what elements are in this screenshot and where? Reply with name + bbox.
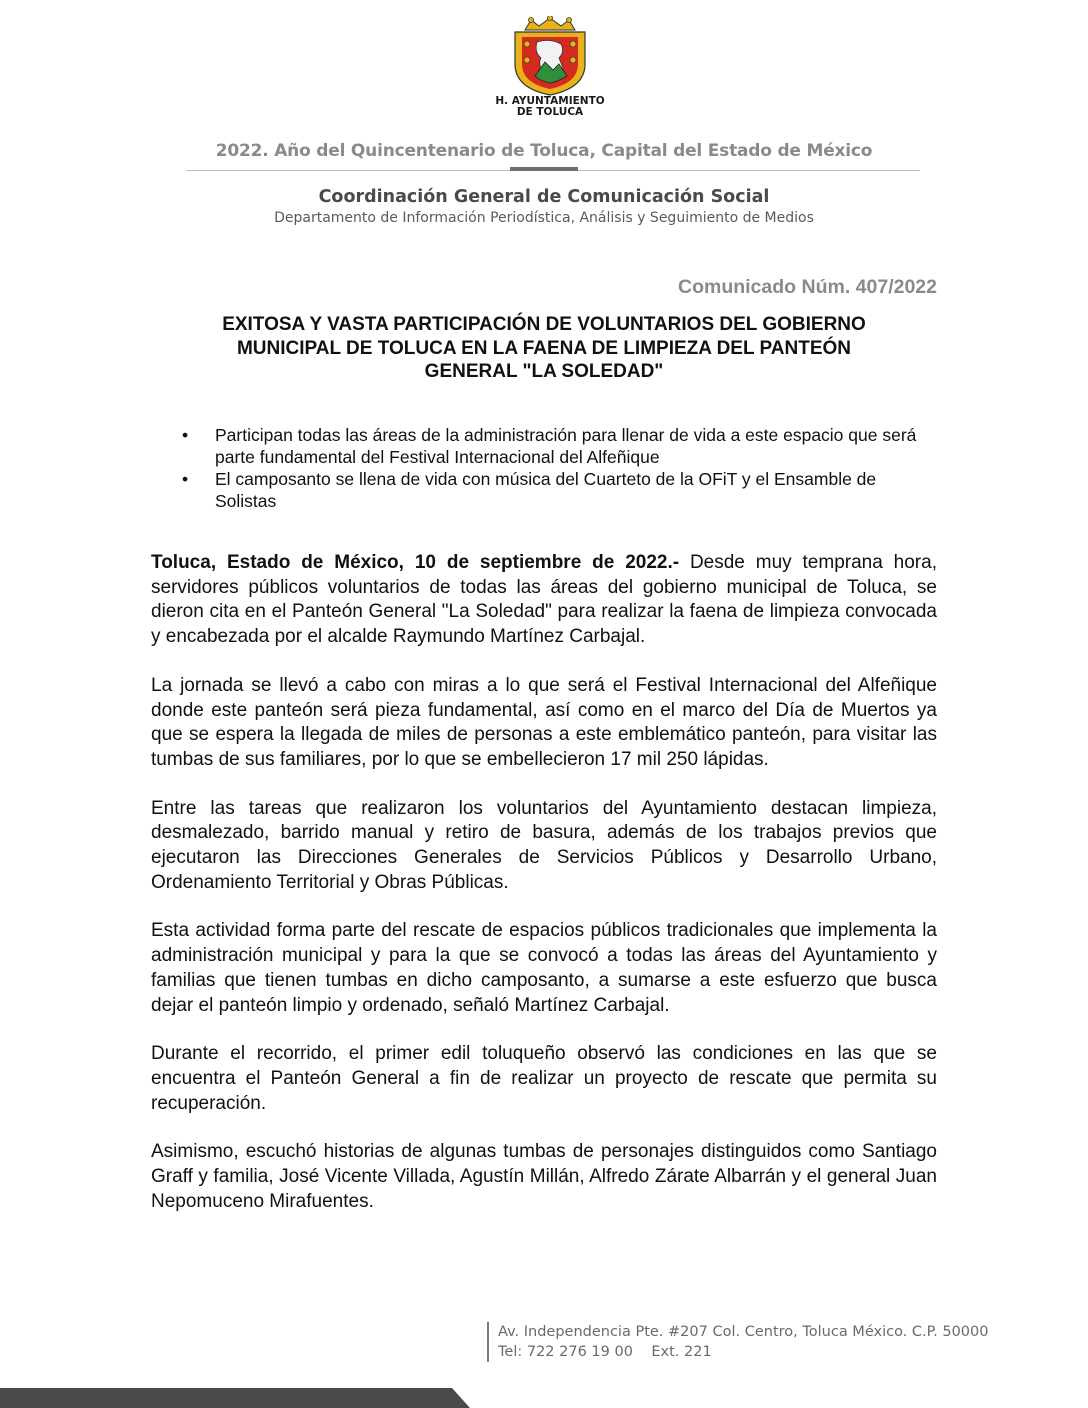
- motto-banner: 2022. Año del Quincentenario de Toluca, Capital del Estado de México: [215, 141, 873, 161]
- footer-phone: Tel: 722 276 19 00 Ext. 221: [498, 1344, 712, 1360]
- bullet-dot-icon: •: [182, 425, 189, 445]
- article-body: [151, 551, 937, 1238]
- headline-line: MUNICIPAL DE TOLUCA EN LA FAENA DE LIMPIEZA DEL PANTEÓN: [236, 337, 851, 359]
- dateline: Toluca, Estado de México, 10 de septiembre de 2022.-: [151, 552, 680, 573]
- logo-caption: [495, 96, 605, 118]
- bullet-item: [182, 468, 942, 512]
- release-number: Comunicado Núm. 407/2022: [677, 276, 937, 298]
- header-divider-accent: [510, 167, 578, 171]
- footer-address: Av. Independencia Pte. #207 Col. Centro, Toluca México. C.P. 50000: [498, 1324, 989, 1340]
- logo-caption-line2: DE TOLUCA: [516, 106, 584, 118]
- article-paragraph: Esta actividad forma parte del rescate de espacios públicos tradicionales que implementa la administración municipal y para la que se convocó a todas las áreas del Ayuntamiento y familias que tienen tumbas en dicho camposanto, a sumarse a este esfuerzo que busca dejar el panteón limpio y ordenado, señaló Martínez Carbajal.: [151, 920, 937, 1016]
- bullet-dot-icon: •: [182, 469, 189, 489]
- press-headline: [160, 313, 928, 384]
- bullet-item: [182, 424, 942, 468]
- department-subtitle: Departamento de Información Periodística, Análisis y Seguimiento de Medios: [274, 210, 814, 226]
- article-paragraph: La jornada se llevó a cabo con miras a lo que será el Festival Internacional del Alfeñique donde este panteón será pieza fundamental, así como en el marco del Día de Muertos ya que se espera la llegada de miles de personas a este emblemático panteón, para visitar las tumbas de sus familiares, por lo que se embellecieron 17 mil 250 lápidas.: [151, 674, 937, 770]
- shield-emblem-icon: [507, 16, 593, 96]
- bullet-text: El camposanto se llena de vida con música del Cuarteto de la OFiT y el Ensamble de Solistas: [215, 469, 877, 511]
- article-paragraph: Durante el recorrido, el primer edil toluqueño observó las condiciones en las que se encuentra el Panteón General a fin de realizar un proyecto de rescate que permita su recuperación.: [151, 1043, 937, 1114]
- article-paragraph: Asimismo, escuchó historias de algunas tumbas de personajes distinguidos como Santiago Graff y familia, José Vicente Villada, Agustín Millán, Alfredo Zárate Albarrán y el general Juan Nepomuceno Mirafuentes.: [151, 1141, 937, 1212]
- headline-line: GENERAL "LA SOLEDAD": [424, 361, 664, 382]
- logo-caption-line1: H. AYUNTAMIENTO: [495, 95, 605, 107]
- toluca-logo: [495, 16, 605, 120]
- footer-contact: [498, 1322, 988, 1362]
- paragraph-text: Desde muy temprana hora, servidores públicos voluntarios de todas las áreas del gobierno municipal de Toluca, se dieron cita en el Panteón General "La Soledad" para realizar la faena de limpieza convocada y encabezada por el alcalde Raymundo Martínez Carbajal.: [151, 552, 937, 648]
- article-paragraph: [151, 551, 937, 650]
- article-paragraph: Entre las tareas que realizaron los voluntarios del Ayuntamiento destacan limpieza, desmalezado, barrido manual y retiro de basura, además de los trabajos previos que ejecutaron las Direcciones Generales de Servicios Públicos y Desarrollo Urbano, Ordenamiento Territorial y Obras Públicas.: [151, 797, 937, 893]
- footer-divider: [487, 1322, 489, 1362]
- footer-band: [0, 1388, 470, 1408]
- headline-line: EXITOSA Y VASTA PARTICIPACIÓN DE VOLUNTARIOS DEL GOBIERNO: [222, 314, 866, 335]
- summary-bullets: [182, 424, 942, 512]
- bullet-text: Participan todas las áreas de la administración para llenar de vida a este espacio que será parte fundamental del Festival Internacional del Alfeñique: [215, 425, 917, 467]
- coordination-title: Coordinación General de Comunicación Social: [318, 187, 770, 207]
